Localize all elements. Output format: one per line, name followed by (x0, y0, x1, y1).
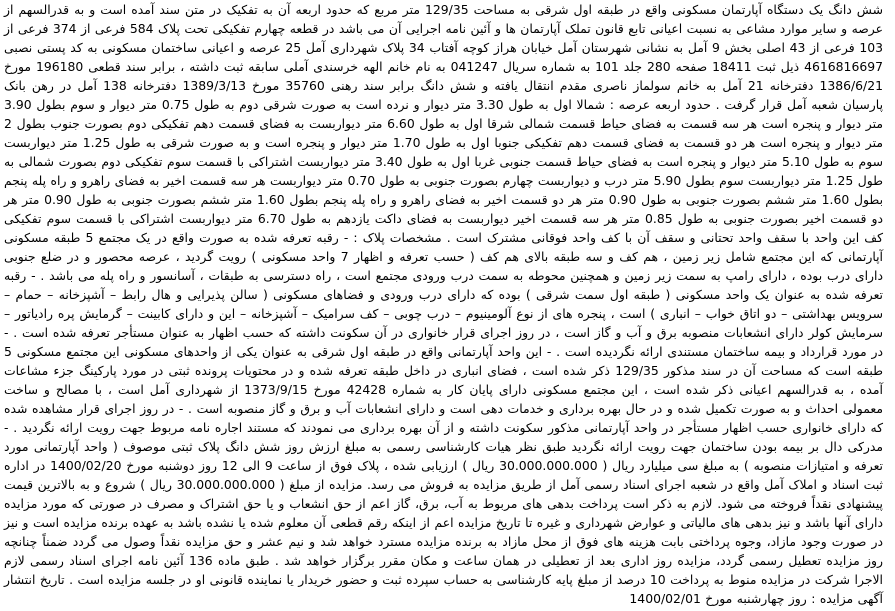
auction-notice-text: شش دانگ یک دستگاه آپارتمان مسکونی واقع در طبقه اول شرقی به مساحت 129/35 متر مربع که حدود اربعه آن به تفکیک در متن سند آمده است و به قدرالسهم از عرصه و سایر موارد مشاعی به نسبت اعیانی تابع قانون تملک آپارتمان ها و آئین نامه اجرایی آن می باشد در قطعه چهارم تفکیکی تحت پلاک 584 فرعی از 374 فرعی از 103 فرعی از 43 اصلی بخش 9 آمل به نشانی شهرستان آمل خیابان هراز کوچه آفتاب 34 پلاک شهرداری آمل 25 عرصه و اعیانی ساختمان مسکونی به کد پستی نصبی 4616816697 ذیل ثبت 18411 صفحه 280 جلد 101 به شماره سریال 041247 به نام خانم الهه خرسندی آملی سابقه ثبت داشته ، برابر سند قطعی 196180 مورخ 1386/6/21 دفترخانه 21 آمل به خانم سولماز ناصری مقدم انتقال یافته و شش دانگ برابر سند رهنی 35760 مورخ 1389/3/13 دفترخانه 138 آمل در رهن بانک پارسیان شعبه آمل قرار گرفت . حدود اربعه عرصه : شمالا اول به طول 3.30 متر دیوار و نرده است به صورت شرقی دوم به طول 0.75 متر دیوار و سوم بطول 3.90 متر دیوار و پنجره است هر سه قسمت به فضای حیاط قسمت شمالی شرقا اول به طول 6.60 متر دیواربست به فضای قسمت دهم تفکیکی دوم بصورت جنوب بطول 2 متر دیوار و پنجره است هر دو قسمت به فضای قسمت دهم تفکیکی جنوبا اول به طول 1.70 متر دیوار و پنجره است و به صورت شرقی به طول 1.25 متر دیواربست سوم به طول 5.10 متر دیوار و پنجره است به فضای حیاط قسمت جنوبی غربا اول به طول 3.40 متر دیواربست اشتراکی با قسمت سوم تفکیکی دوم بصورت شمالی به طول 1.25 متر دیواربست سوم بطول 5.90 متر درب و دیواربست چهارم بصورت جنوبی به طول 0.70 متر دیواربست هر سه قسمت اخیر به فضای راهرو و راه پله پنجم بطول 1.60 متر ششم بصورت جنوبی به طول 0.90 متر هر دو قسمت اخیر به فضای راهرو و راه پله پنجم بطول 1.60 متر ششم بصورت جنوبی به طول 0.90 متر هر دو قسمت اخیر بصورت جنوبی به طول 0.85 متر هر سه قسمت اخیر دیواربست به فضای داکت یازدهم به طول 6.70 متر دیواربست اشتراکی با قسمت سوم تفکیکی کف این واحد با سقف واحد تحتانی و سقف آن با کف واحد فوقانی مشترک است . مشخصات پلاک : - رقبه تعرفه شده به صورت واقع در یک مجتمع 5 طبقه مسکونی آپارتمانی که این مجتمع شامل زیر زمین ، هم کف و سه طبقه بالای هم کف ( حسب تعرفه و اظهار 7 واحد مسکونی ) رویت گردید ، عرصه محصور و در ضلع جنوبی دارای درب بوده ، دارای رامپ به سمت زیر زمین و همچنین محوطه به سمت درب ورودی مجتمع است ، راه دسترسی به طبقات ، آسانسور و راه پله می باشد . - رقبه تعرفه شده به عنوان یک واحد مسکونی ( طبقه اول سمت شرقی ) بوده که دارای درب ورودی و فضاهای مسکونی ( سالن پذیرایی و هال رابط – آشپزخانه – حمام – سرویس بهداشتی – دو اتاق خواب – انباری ) است ، پنجره های از نوع آلومینیوم – درب چوبی – کف سرامیک – آشپزخانه – این و دارای کابینت – گرمایش پره رادیاتور – سرمایش کولر دارای انشعابات منصوبه برق و آب و گاز است ، در روز اجرای قرار خانواری در آن سکونت داشته که حسب اظهار به عنوان مستأجر تعرفه شده است . - در مورد قرارداد و بیمه ساختمان مستندی ارائه نگردیده است . - این واحد آپارتمانی واقع در طبقه اول شرقی به عنوان یکی از واحدهای مسکونی این مجتمع مسکونی 5 طبقه است که مساحت آن در سند مذکور 129/35 ذکر شده است ، فضای انباری در داخل طبقه تعرفه شده و در محتویات پرونده ثبتی در مورد پارکینگ جزء مشاعات آمده ، به قدرالسهم اعیانی ذکر شده است ، این مجتمع مسکونی دارای پایان کار به شماره 42428 مورخ 1373/9/15 از شهرداری آمل است ، با مصالح و ساخت معمولی احداث و به صورت تکمیل شده و در حال بهره برداری و خدمات دهی است و دارای انشعابات آب و برق و گاز منصوبه است . - در روز اجرای قرار مشاهده شده که دارای خانواری حسب اظهار مستأجر در واحد آپارتمانی مذکور سکونت داشته و از آن بهره برداری می نمودند که مستند اجاره نامه مربوط جهت رویت ارائه نگردید . - مدرکی دال بر بیمه بودن ساختمان جهت رویت ارائه نگردید طبق نظر هیات کارشناسی رسمی به مبلغ ارزش روز شش دانگ پلاک ثبتی موصوف ( واحد آپارتمانی مورد تعرفه و امتیازات منصوبه ) به مبلغ سی میلیارد ریال ( 30.000.000.000 ریال ) ارزیابی شده ، پلاک فوق از ساعت 9 الی 12 روز دوشنبه مورخ 1400/02/20 در اداره ثبت اسناد و املاک آمل واقع در شعبه اجرای اسناد رسمی آمل از طریق مزایده به فروش می رسد. مزایده از مبلغ ( 30.000.000.000 ریال ) شروع و به بالاترین قیمت پیشنهادی نقداً فروخته می شود. لازم به ذکر است پرداخت بدهی های مربوط به آب، برق، گاز اعم از حق انشعاب و یا حق اشتراک و مصرف در صورتی که مورد مزایده دارای آنها باشد و نیز بدهی های مالیاتی و عوارض شهرداری و غیره تا تاریخ مزایده اعم از اینکه رقم قطعی آن معلوم شده یا نشده باشد به عهده برنده مزایده است و نیز در صورت وجود مازاد، وجوه پرداختی بابت هزینه های فوق از محل مازاد به برنده مزایده مسترد خواهد شد و نیم عشر و حق مزایده نقداً وصول می گردد ضمناً چنانچه روز مزایده تعطیل رسمی گردد، مزایده روز اداری بعد از تعطیلی در همان ساعت و مکان مقرر برگزار خواهد شد . طبق ماده 136 آئین نامه اجرای اسناد رسمی لازم الاجرا شرکت در مزایده منوط به پرداخت 10 درصد از مبلغ پایه کارشناسی به حساب سپرده ثبت و حضور خریدار یا نماینده قانونی او در جلسه مزایده است . تاریخ انتشار آگهی مزایده : روز چهارشنبه مورخ 1400/02/01 (4, 2, 884, 606)
